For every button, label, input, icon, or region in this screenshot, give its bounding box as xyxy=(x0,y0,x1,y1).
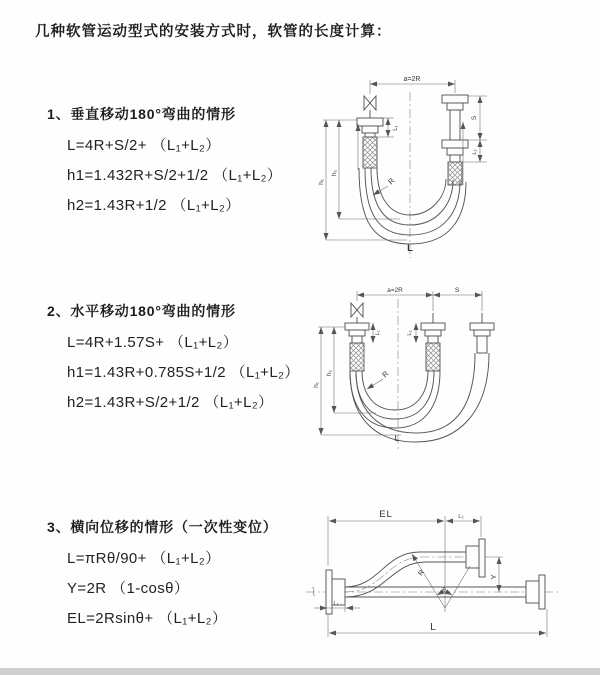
section-2-heading: 2、水平移动180°弯曲的情形 xyxy=(47,303,236,319)
formula-line: L=4R+1.57S+ （L₁+L₂） xyxy=(67,334,239,351)
formula-line: h2=1.43R+S/2+1/2 （L₁+L₂） xyxy=(67,394,274,411)
dimensions xyxy=(313,287,482,443)
radius-label: R xyxy=(417,569,427,578)
dim-label-l1: L₁ xyxy=(393,125,399,131)
left-pipe xyxy=(345,303,369,371)
radius-label: R xyxy=(380,369,391,380)
angle-label: θ xyxy=(442,587,446,594)
centerline-break-mark xyxy=(312,587,315,596)
dimensions xyxy=(314,509,547,637)
formula-line: EL=2Rsinθ+ （L₁+L₂） xyxy=(67,610,228,627)
dim-label-el: EL xyxy=(379,509,393,520)
section-2 xyxy=(47,300,300,418)
formula-line: L=πRθ/90+ （L₁+L₂） xyxy=(67,550,221,567)
page-bottom-edge xyxy=(0,668,600,675)
diagram-lateral-displacement xyxy=(298,500,600,665)
middle-pipe xyxy=(421,313,445,371)
left-pipe xyxy=(357,96,383,168)
dim-label-h1: h₁ xyxy=(313,382,320,388)
section-2-formulas xyxy=(47,328,300,418)
radius-label: R xyxy=(386,176,397,187)
dim-label-l1: L₁ xyxy=(333,601,339,607)
page-title: 几种软管运动型式的安装方式时，软管的长度计算： xyxy=(35,24,392,40)
section-3-formulas xyxy=(47,544,278,634)
dim-label-l2: L₂ xyxy=(407,330,413,336)
formula-line: Y=2R （1-cosθ） xyxy=(67,580,190,597)
dim-label-width: a=2R xyxy=(387,287,403,294)
diagram-horizontal-180-bend xyxy=(306,283,590,458)
formula-line: h1=1.432R+S/2+1/2 （L₁+L₂） xyxy=(67,167,283,184)
dim-label-l2: L₂ xyxy=(458,514,464,520)
dim-label-l1: L₁ xyxy=(375,330,381,336)
right-pipe xyxy=(470,313,494,353)
section-1-formulas xyxy=(47,131,282,221)
length-label: L xyxy=(430,622,436,633)
section-1 xyxy=(47,103,282,221)
formula-line: h1=1.43R+0.785S+1/2 （L₁+L₂） xyxy=(67,364,300,381)
dim-label-y: Y xyxy=(489,574,498,580)
displaced-hose-curve xyxy=(345,552,466,597)
right-pipe xyxy=(442,95,468,185)
diagram-vertical-180-bend xyxy=(310,70,590,265)
dim-label-h2: h₂ xyxy=(326,369,333,377)
right-lower-flange xyxy=(526,575,545,609)
hose-arcs xyxy=(350,353,489,442)
braided-hose-end xyxy=(363,137,377,168)
dim-label-h1: h₁ xyxy=(318,179,325,185)
dim-label-s: S xyxy=(471,115,478,121)
dim-label-width: a=2R xyxy=(403,76,421,83)
length-label: L xyxy=(407,243,413,254)
left-flange xyxy=(326,570,345,614)
formula-line: h2=1.43R+1/2 （L₁+L₂） xyxy=(67,197,241,214)
upper-right-flange xyxy=(466,539,485,577)
valve-icon xyxy=(364,96,376,110)
braided-hose-end xyxy=(350,343,364,371)
section-1-heading: 1、垂直移动180°弯曲的情形 xyxy=(47,106,236,122)
section-3-heading: 3、横向位移的情形（一次性变位） xyxy=(47,519,278,535)
valve-icon xyxy=(351,303,363,317)
dim-label-l2: L₂ xyxy=(472,149,478,155)
braided-hose-end xyxy=(426,343,440,371)
section-3 xyxy=(47,516,278,634)
length-label: L xyxy=(394,433,400,443)
dim-label-h2: h₂ xyxy=(331,169,338,177)
dim-label-stroke: S xyxy=(454,287,460,294)
formula-line: L=4R+S/2+ （L₁+L₂） xyxy=(67,137,221,154)
